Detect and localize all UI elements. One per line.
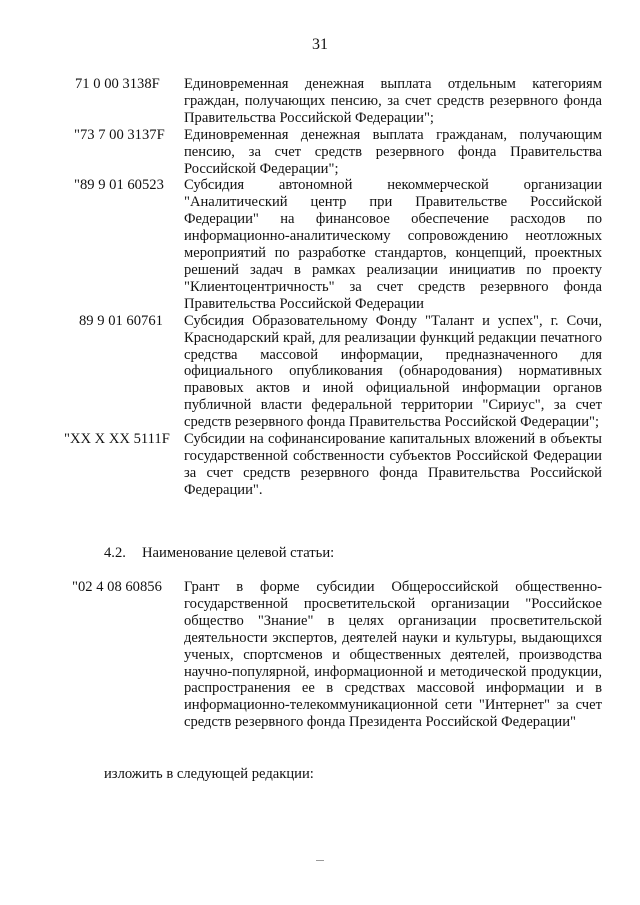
target-code: "02 4 08 60856 xyxy=(72,579,162,595)
target-code: "XX X XX 5111F xyxy=(64,431,170,448)
target-description: Единовременная денежная выплата отдельным категориям граждан, получающих пенсию, за счет средств резервного фонда Правительства Российской Федерации"; xyxy=(184,76,602,126)
list-item xyxy=(0,431,640,499)
page-number: 31 xyxy=(312,36,328,53)
section-heading xyxy=(104,545,334,562)
target-code: 71 0 00 3138F xyxy=(75,76,160,92)
list-item xyxy=(0,127,640,178)
entry-list xyxy=(0,76,640,499)
grant-entry xyxy=(0,579,640,731)
list-item xyxy=(0,76,640,127)
target-description: Субсидии на софинансирование капитальных вложений в объекты государственной собственности субъектов Российской Федерации за счет средств резервного фонда Правительства Российской Федерации". xyxy=(184,431,602,498)
section-number: 4.2. xyxy=(104,545,126,561)
target-description: Субсидия Образовательному Фонду "Талант и успех", г. Сочи, Краснодарский край, для реализации функций редакции печатного средства массовой информации, предназначенного для официального опубликования (обнародования) нормативных правовых актов и иной официальной информации органов публичной власти федеральной территории "Сириус", за счет средств резервного фонда Правительства Российской Федерации"; xyxy=(184,312,602,431)
list-item xyxy=(0,313,640,431)
list-item xyxy=(0,177,640,312)
target-code: "89 9 01 60523 xyxy=(74,177,164,194)
section-title: Наименование целевой статьи: xyxy=(142,545,335,561)
target-description: Субсидия автономной некоммерческой организации "Аналитический центр при Правительстве Российской Федерации" на финансовое обеспечение расходов по информационно-аналитическому сопровождению неотложных мероприятий по разработке стандартов, концепций, проектных решений задач в рамках реализации инициатив по проекту "Клиентоцентричность" за счет средств резервного фонда Правительства Российской Федерации xyxy=(184,177,602,312)
target-description: Грант в форме субсидии Общероссийской общественно-государственной просветительской организации "Российское общество "Знание" в целях организации просветительской деятельности экспертов, деятелей науки и культуры, выдающихся ученых, спортсменов и общественных деятелей, производства научно-популярной, информационной и методической продукции, распространения ее в средствах массовой информации и в информационно-телекоммуникационной сети "Интернет" за счет средств резервного фонда Президента Российской Федерации" xyxy=(184,579,602,731)
target-code: "73 7 00 3137F xyxy=(74,126,165,143)
closing-line: изложить в следующей редакции: xyxy=(104,766,314,782)
target-code: 89 9 01 60761 xyxy=(79,312,163,329)
target-description: Единовременная денежная выплата гражданам, получающим пенсию, за счет средств резервного фонда Правительства Российской Федерации"; xyxy=(184,126,602,177)
scan-mark xyxy=(316,860,324,861)
